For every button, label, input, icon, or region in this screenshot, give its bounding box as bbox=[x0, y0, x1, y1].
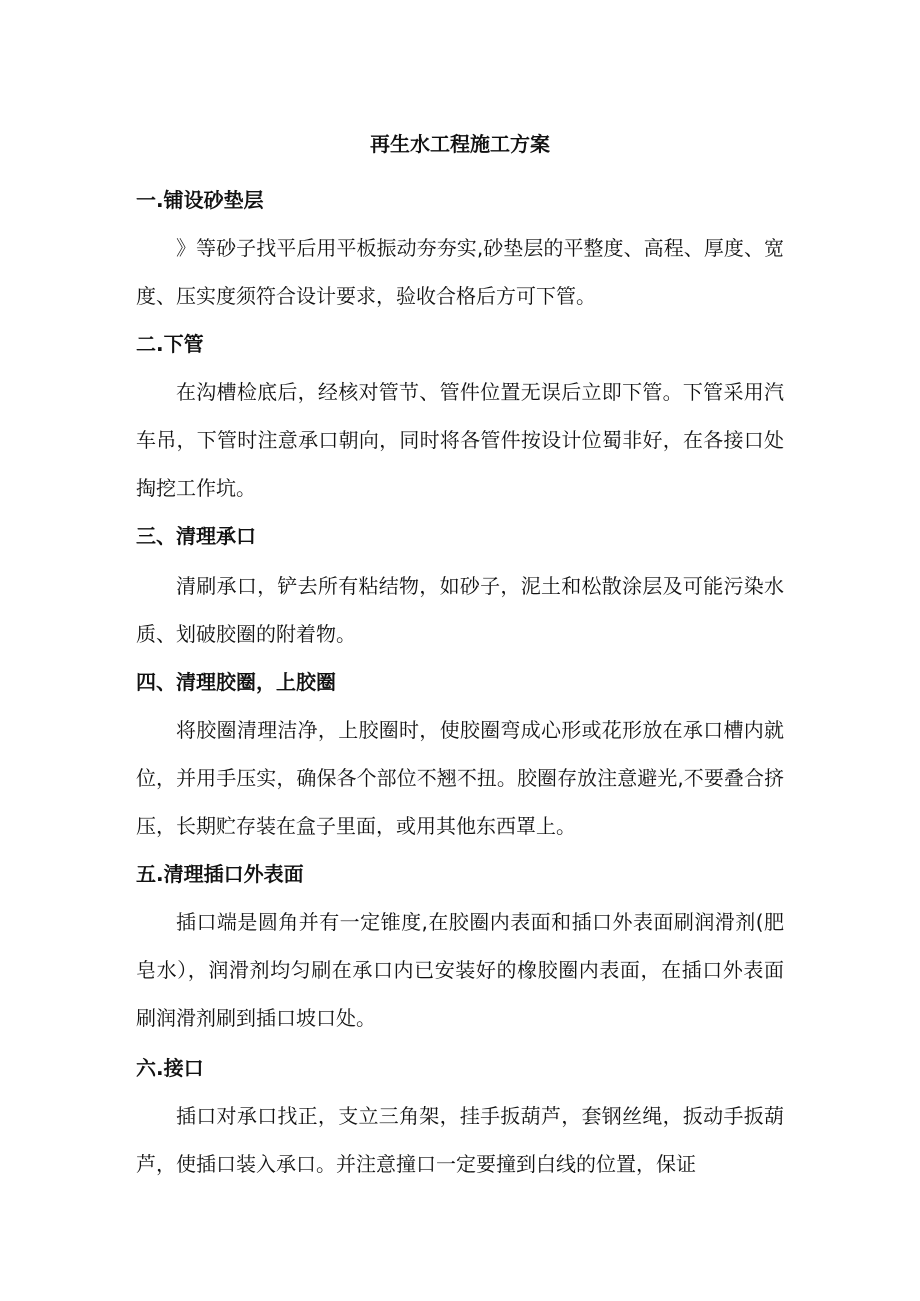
section-body-6: 插口对承口找正，支立三角架，挂手扳葫芦，套钢丝绳，扳动手扳葫芦，使插口装入承口。并注意撞口一定要撞到白线的位置，保证 bbox=[136, 1104, 784, 1176]
section-heading-6: 六.接口 bbox=[136, 1056, 204, 1080]
section-heading-2: 二.下管 bbox=[136, 332, 204, 356]
section-body-5: 插口端是圆角并有一定锥度,在胶圈内表面和插口外表面刷润滑剂(肥皂水），润滑剂均匀刷在承口内已安装好的橡胶圈内表面，在插口外表面刷润滑剂刷到插口坡口处。 bbox=[136, 910, 784, 1030]
section-heading-4: 四、清理胶圈，上胶圈 bbox=[136, 670, 336, 694]
section-heading-1: 一.铺设砂垫层 bbox=[136, 188, 264, 212]
section-body-2: 在沟槽检底后，经核对管节、管件位置无误后立即下管。下管采用汽车吊，下管时注意承口朝向，同时将各管件按设计位蜀非好，在各接口处掏挖工作坑。 bbox=[136, 380, 784, 500]
section-body-4: 将胶圈清理洁净，上胶圈时，使胶圈弯成心形或花形放在承口槽内就位，并用手压实，确保各个部位不翘不扭。胶圈存放注意避光,不要叠合挤压，长期贮存装在盒子里面，或用其他东西罩上。 bbox=[136, 718, 784, 838]
section-heading-3: 三、清理承口 bbox=[136, 524, 256, 548]
section-heading-5: 五.清理插口外表面 bbox=[136, 862, 304, 886]
section-body-1: 》等砂子找平后用平板振动夯夯实,砂垫层的平整度、高程、厚度、宽度、压实度须符合设计要求，验收合格后方可下管。 bbox=[136, 236, 784, 308]
document-title: 再生水工程施工方案 bbox=[370, 132, 550, 156]
section-body-3: 清刷承口，铲去所有粘结物，如砂子，泥土和松散涂层及可能污染水质、划破胶圈的附着物。 bbox=[136, 574, 784, 646]
